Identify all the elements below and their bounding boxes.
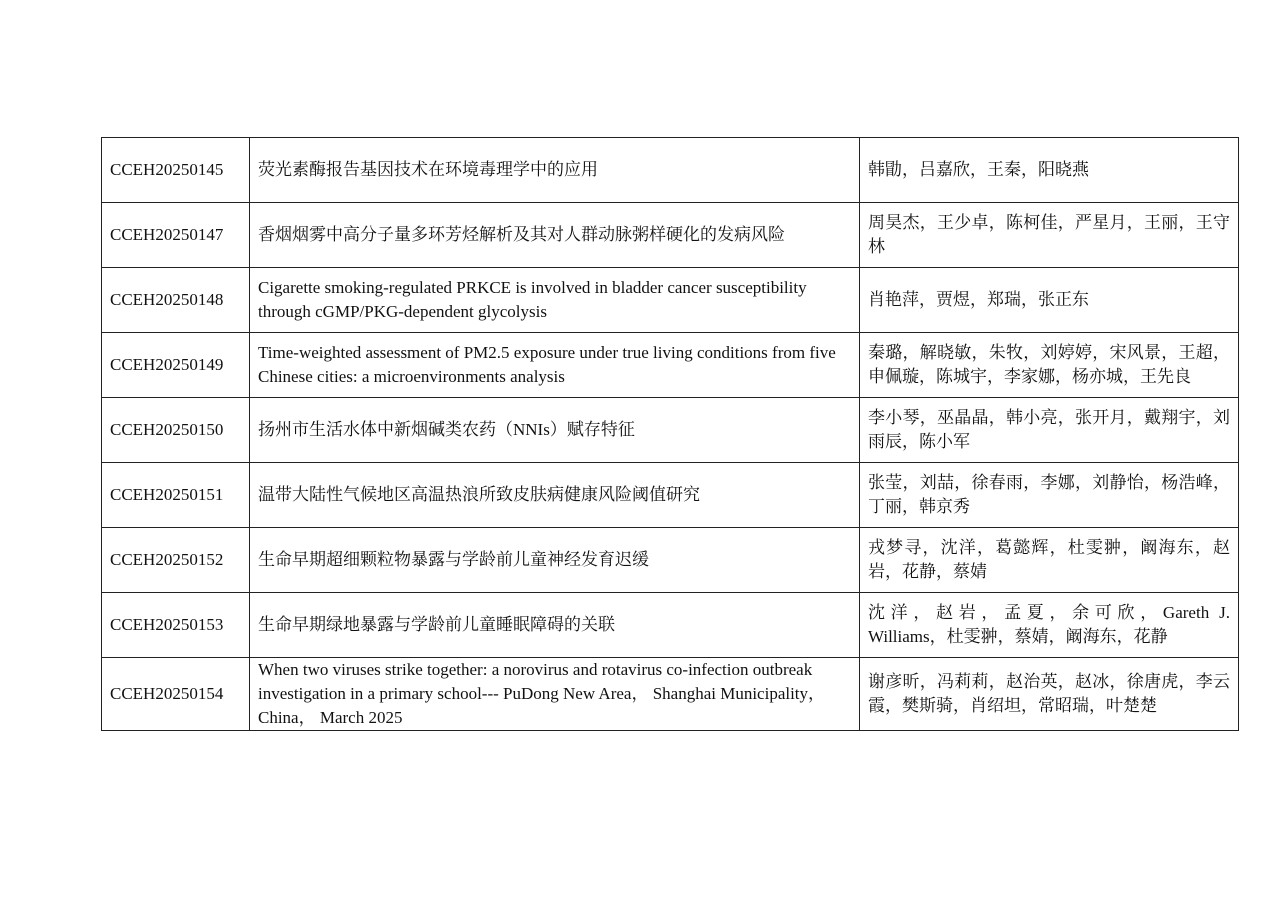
- record-authors-cell: [860, 203, 1239, 268]
- table-row: [102, 203, 1239, 268]
- record-id-cell: [102, 463, 250, 528]
- record-title: 生命早期绿地暴露与学龄前儿童睡眠障碍的关联: [258, 615, 615, 634]
- record-id: CCEH20250149: [110, 355, 224, 374]
- record-id: CCEH20250154: [110, 684, 224, 703]
- record-id: CCEH20250147: [110, 225, 224, 244]
- table-row: [102, 463, 1239, 528]
- record-authors: 张莹，刘喆，徐春雨，李娜，刘静怡，杨浩峰，丁丽，韩京秀: [868, 473, 1230, 516]
- record-title-cell: [250, 268, 860, 333]
- record-authors: 周昊杰，王少卓，陈柯佳，严星月，王丽，王守林: [868, 213, 1230, 256]
- record-title: 扬州市生活水体中新烟碱类农药（NNIs）赋存特征: [258, 420, 635, 439]
- record-id: CCEH20250151: [110, 485, 224, 504]
- record-id-cell: [102, 658, 250, 731]
- table-row: [102, 593, 1239, 658]
- record-id: CCEH20250150: [110, 420, 224, 439]
- record-authors: 李小琴，巫晶晶，韩小亮，张开月，戴翔宇，刘雨辰，陈小军: [868, 408, 1230, 451]
- record-id-cell: [102, 268, 250, 333]
- record-id-cell: [102, 203, 250, 268]
- record-title: 荧光素酶报告基因技术在环境毒理学中的应用: [258, 160, 598, 179]
- record-authors-cell: [860, 463, 1239, 528]
- records-table: [101, 137, 1239, 731]
- record-id-cell: [102, 398, 250, 463]
- record-authors-cell: [860, 138, 1239, 203]
- record-authors-cell: [860, 528, 1239, 593]
- record-title: Cigarette smoking-regulated PRKCE is involved in bladder cancer susceptibility through cGMP/PKG-dependent glycolysis: [258, 278, 807, 321]
- record-authors-cell: [860, 398, 1239, 463]
- table-row: [102, 333, 1239, 398]
- record-title-cell: [250, 593, 860, 658]
- table-row: [102, 658, 1239, 731]
- record-title: 温带大陆性气候地区高温热浪所致皮肤病健康风险阈值研究: [258, 485, 700, 504]
- record-authors: 沈洋，赵岩，孟夏，余可欣，Gareth J. Williams，杜雯翀，蔡婧，阚海东，花静: [868, 603, 1230, 646]
- record-title-cell: [250, 398, 860, 463]
- record-title-cell: [250, 463, 860, 528]
- record-id-cell: [102, 138, 250, 203]
- record-title: Time-weighted assessment of PM2.5 exposure under true living conditions from five Chinese cities: a microenvironments analysis: [258, 343, 836, 386]
- record-id: CCEH20250148: [110, 290, 224, 309]
- record-authors: 韩勖，吕嘉欣，王秦，阳晓燕: [868, 160, 1089, 179]
- record-authors: 戎梦寻，沈洋，葛懿辉，杜雯翀，阚海东，赵岩，花静，蔡婧: [868, 538, 1230, 581]
- record-title-cell: [250, 203, 860, 268]
- record-authors: 秦璐，解晓敏，朱牧，刘婷婷，宋风景，王超，申佩璇，陈城宇，李家娜，杨亦城，王先良: [868, 343, 1230, 386]
- record-id-cell: [102, 593, 250, 658]
- record-authors: 肖艳萍，贾煜，郑瑞，张正东: [868, 290, 1089, 309]
- record-title: 生命早期超细颗粒物暴露与学龄前儿童神经发育迟缓: [258, 550, 649, 569]
- record-title-cell: [250, 138, 860, 203]
- table-row: [102, 398, 1239, 463]
- record-title-cell: [250, 528, 860, 593]
- table-row: [102, 528, 1239, 593]
- record-authors: 谢彦昕，冯莉莉，赵治英，赵冰，徐唐虎，李云霞，樊斯骑，肖绍坦，常昭瑞，叶楚楚: [868, 672, 1230, 715]
- record-id-cell: [102, 333, 250, 398]
- record-authors-cell: [860, 593, 1239, 658]
- record-id: CCEH20250153: [110, 615, 224, 634]
- table-row: [102, 268, 1239, 333]
- record-id: CCEH20250152: [110, 550, 224, 569]
- record-title: 香烟烟雾中高分子量多环芳烃解析及其对人群动脉粥样硬化的发病风险: [258, 225, 785, 244]
- table-row: [102, 138, 1239, 203]
- record-title-cell: [250, 333, 860, 398]
- record-title: When two viruses strike together: a norovirus and rotavirus co-infection outbreak investigation in a primary school--- PuDong New Area， Shanghai Municipality， China， March 2025: [258, 660, 826, 727]
- record-id-cell: [102, 528, 250, 593]
- record-title-cell: [250, 658, 860, 731]
- record-authors-cell: [860, 658, 1239, 731]
- record-authors-cell: [860, 333, 1239, 398]
- record-authors-cell: [860, 268, 1239, 333]
- record-id: CCEH20250145: [110, 160, 224, 179]
